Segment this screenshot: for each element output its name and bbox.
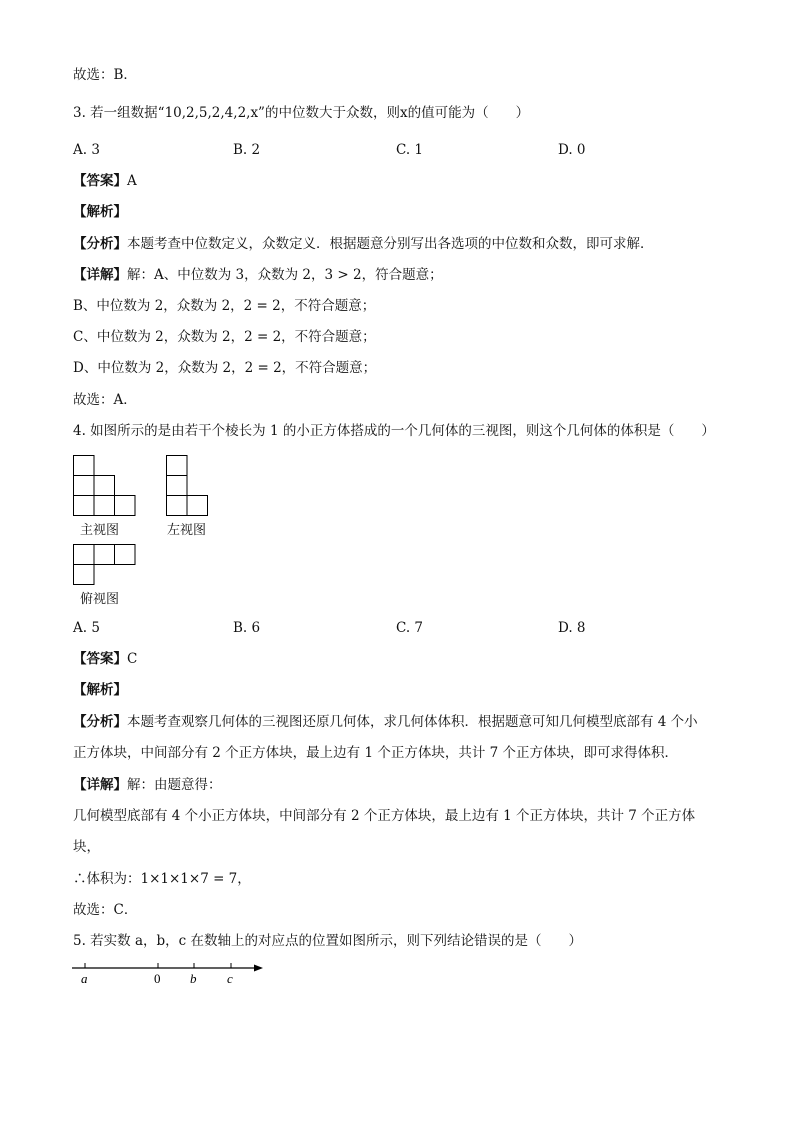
q4-body-1: 几何模型底部有 4 个小正方体块，中间部分有 2 个正方体块，最上边有 1 个正方体块，共计 7 个正方体 <box>73 808 696 824</box>
cube-cell <box>167 456 188 476</box>
fenxi-text: 本题考查观察几何体的三视图还原几何体，求几何体体积．根据题意可知几何模型底部有 4 个小 <box>127 714 698 730</box>
xiangjie-text: 解：A、中位数为 3，众数为 2，3 > 2，符合题意； <box>127 267 443 283</box>
q3-option-a: A. 3 <box>73 142 100 158</box>
fenxi-text: 本题考查中位数定义，众数定义．根据题意分别写出各选项的中位数和众数，即可求解． <box>127 236 654 252</box>
q4-choice: 故选：C． <box>73 902 138 918</box>
cube-cell <box>74 545 95 565</box>
question-3-stem: 3. 若一组数据“10,2,5,2,4,2,x”的中位数大于众数，则x的值可能为（ ） <box>73 105 530 121</box>
answer-value: A <box>127 173 137 189</box>
front-view-caption: 主视图 <box>80 523 120 538</box>
q3-choice: 故选：A． <box>73 392 137 408</box>
fenxi-tag: 【分析】 <box>73 714 127 730</box>
q3-option-c: C. 1 <box>396 142 424 158</box>
cube-cell <box>167 476 188 496</box>
q4-option-a: A. 5 <box>73 620 100 636</box>
left-view-diagram <box>166 455 210 517</box>
cube-cell <box>74 496 95 516</box>
cube-cell <box>94 496 115 516</box>
answer-tag: 【答案】 <box>73 173 127 189</box>
axis-label-zero: 0 <box>154 971 161 986</box>
q3-option-d: D. 0 <box>558 142 586 158</box>
q4-xiangjie <box>73 776 222 794</box>
q3-analysis-heading: 【解析】 <box>73 204 127 220</box>
q3-xiangjie <box>73 266 443 284</box>
xiangjie-tag: 【详解】 <box>73 267 127 283</box>
q3-line-b: B、中位数为 2，众数为 2，2 = 2，不符合题意； <box>73 298 376 314</box>
q4-option-b: B. 6 <box>233 620 261 636</box>
q4-volume: ∴体积为：1×1×1×7 = 7， <box>73 871 251 887</box>
q3-line-d: D、中位数为 2，众数为 2，2 = 2，不符合题意； <box>73 360 377 376</box>
left-view-caption: 左视图 <box>167 523 207 538</box>
axis-label-a: a <box>81 971 88 986</box>
question-5-stem: 5. 若实数 a，b，c 在数轴上的对应点的位置如图所示，则下列结论错误的是（ ） <box>73 933 583 949</box>
fenxi-tag: 【分析】 <box>73 236 127 252</box>
xiangjie-tag: 【详解】 <box>73 777 127 793</box>
q4-analysis-heading: 【解析】 <box>73 682 127 698</box>
axis-label-c: c <box>227 971 233 986</box>
cube-cell <box>94 476 115 496</box>
front-view-diagram <box>73 455 137 517</box>
answer-tag: 【答案】 <box>73 651 127 667</box>
cube-cell <box>74 456 95 476</box>
cube-cell <box>115 496 136 516</box>
q4-fenxi-2: 正方体块，中间部分有 2 个正方体块，最上边有 1 个正方体块，共计 7 个正方体块，即可求得体积． <box>73 745 679 761</box>
number-line-diagram <box>70 958 270 990</box>
cube-cell <box>167 496 188 516</box>
question-4-stem: 4. 如图所示的是由若干个棱长为 1 的小正方体搭成的一个几何体的三视图，则这个几何体的体积是（ ） <box>73 423 715 439</box>
top-view-caption: 俯视图 <box>80 592 120 607</box>
q4-option-d: D. 8 <box>558 620 586 636</box>
top-view-diagram <box>73 544 137 586</box>
cube-cell <box>94 545 115 565</box>
cube-cell <box>115 545 136 565</box>
xiangjie-text: 解：由题意得： <box>127 777 222 793</box>
q4-answer <box>73 650 137 668</box>
cube-cell <box>74 565 95 585</box>
answer-value: C <box>127 651 138 667</box>
q3-option-b: B. 2 <box>233 142 261 158</box>
q4-body-2: 块， <box>73 839 100 855</box>
cube-cell <box>74 476 95 496</box>
q3-line-c: C、中位数为 2，众数为 2，2 = 2，不符合题意； <box>73 329 376 345</box>
q4-option-c: C. 7 <box>396 620 424 636</box>
q3-fenxi <box>73 235 654 253</box>
q3-answer <box>73 172 137 190</box>
answer-choice-line: 故选：B． <box>73 67 137 83</box>
q4-fenxi-1 <box>73 713 698 731</box>
cube-cell <box>187 496 208 516</box>
arrow-icon <box>254 965 263 972</box>
axis-label-b: b <box>190 971 197 986</box>
